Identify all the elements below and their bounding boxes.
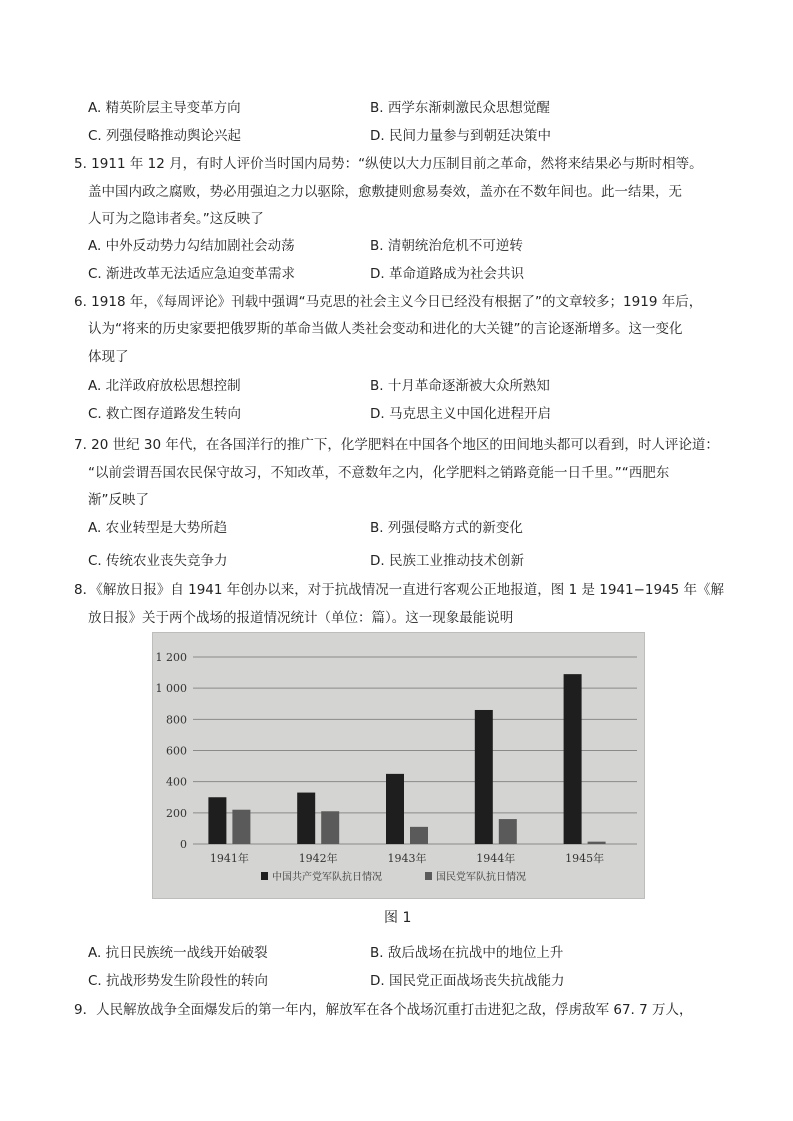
y-tick-label: 0 — [180, 838, 187, 851]
figure-caption: 图 1 — [384, 910, 412, 926]
q5-option-b: B. 清朝统治危机不可逆转 — [370, 238, 523, 254]
bar — [475, 710, 493, 844]
bar — [208, 797, 226, 844]
q7-option-a: A. 农业转型是大势所趋 — [88, 520, 228, 536]
x-tick-label: 1942年 — [298, 852, 338, 865]
y-tick-label: 200 — [166, 806, 187, 820]
legend-swatch — [425, 872, 432, 880]
y-tick-label: 800 — [166, 713, 187, 727]
q7-option-d: D. 民族工业推动技术创新 — [370, 553, 524, 569]
legend-swatch — [261, 872, 268, 880]
y-tick-label: 400 — [166, 775, 187, 789]
q5-option-d: D. 革命道路成为社会共识 — [370, 266, 524, 282]
q8-stem-line1: 8．《解放日报》自 1941 年创办以来，对于抗战情况一直进行客观公正地报道，图 1 是 1941−1945 年《解 — [74, 582, 725, 598]
q5-option-c: C. 渐进改革无法适应急迫变革需求 — [88, 266, 296, 282]
q8-option-c: C. 抗战形势发生阶段性的转向 — [88, 973, 269, 989]
bar — [386, 774, 404, 844]
q4-option-c: C. 列强侵略推动舆论兴起 — [88, 128, 242, 144]
x-tick-label: 1943年 — [387, 852, 427, 865]
q6-option-d: D. 马克思主义中国化进程开启 — [370, 406, 551, 422]
q5-option-a: A. 中外反动势力勾结加剧社会动荡 — [88, 238, 295, 254]
x-tick-label: 1944年 — [476, 852, 516, 865]
q7-option-c: C. 传统农业丧失竞争力 — [88, 553, 228, 569]
q9-stem-line1: 9．人民解放战争全面爆发后的第一年内，解放军在各个战场沉重打击进犯之敌，俘虏敌军 67. 7 万人， — [74, 1002, 693, 1018]
q6-option-c: C. 救亡图存道路发生转向 — [88, 406, 242, 422]
q4-option-b: B. 西学东渐刺激民众思想觉醒 — [370, 100, 550, 116]
legend-label: 国民党军队抗日情况 — [436, 872, 526, 883]
q8-option-a: A. 抗日民族统一战线开始破裂 — [88, 945, 268, 961]
q5-stem-line3: 人可为之隐讳者矣。”这反映了 — [88, 211, 264, 227]
q5-stem-line1: 5. 1911 年 12 月，有时人评价当时国内局势：“纵使以大力压制目前之革命，然将来结果必与斯时相等。 — [74, 156, 703, 172]
q6-stem-line2: 认为“将来的历史家要把俄罗斯的革命当做人类社会变动和进化的大关键”的言论逐渐增多。这一变化 — [88, 321, 683, 337]
y-tick-label: 600 — [166, 744, 187, 758]
bar — [297, 793, 315, 844]
q8-stem-line2: 放日报》关于两个战场的报道情况统计（单位：篇）。这一现象最能说明 — [88, 610, 514, 626]
q6-option-b: B. 十月革命逐渐被大众所熟知 — [370, 378, 550, 394]
bar — [564, 674, 582, 844]
x-tick-label: 1941年 — [209, 852, 249, 865]
q5-stem-line2: 盖中国内政之腐败，势必用强迫之力以驱除，愈敷捷则愈易奏效，盖亦在不数年间也。此一结果，无 — [88, 184, 682, 200]
q7-stem-line3: 渐”反映了 — [88, 492, 149, 508]
bar-chart — [153, 633, 644, 898]
q8-option-b: B. 敌后战场在抗战中的地位上升 — [370, 945, 564, 961]
bar — [410, 827, 428, 844]
q4-option-d: D. 民间力量参与到朝廷决策中 — [370, 128, 551, 144]
q7-stem-line2: “以前尝谓吾国农民保守故习，不知改革，不意数年之内，化学肥料之销路竟能一日千里。”“西肥东 — [88, 465, 670, 481]
bar — [321, 811, 339, 844]
q6-option-a: A. 北洋政府放松思想控制 — [88, 378, 241, 394]
q7-option-b: B. 列强侵略方式的新变化 — [370, 520, 523, 536]
y-tick-label: 1 000 — [155, 682, 187, 696]
y-tick-label: 1 200 — [155, 651, 187, 664]
q6-stem-line3: 体现了 — [88, 349, 129, 365]
legend-label: 中国共产党军队抗日情况 — [272, 872, 382, 883]
x-tick-label: 1945年 — [565, 852, 605, 865]
q6-stem-line1: 6. 1918 年，《每周评论》刊载中强调“马克思的社会主义今日已经没有根据了”的文章较多；1919 年后， — [74, 294, 703, 310]
bar — [499, 819, 517, 844]
q4-option-a: A. 精英阶层主导变革方向 — [88, 100, 241, 116]
bar-chart-figure — [152, 632, 645, 899]
bar — [588, 842, 606, 844]
q8-option-d: D. 国民党正面战场丧失抗战能力 — [370, 973, 565, 989]
q7-stem-line1: 7. 20 世纪 30 年代，在各国洋行的推广下，化学肥料在中国各个地区的田间地头都可以看到，时人评论道： — [74, 437, 719, 453]
bar — [232, 810, 250, 844]
